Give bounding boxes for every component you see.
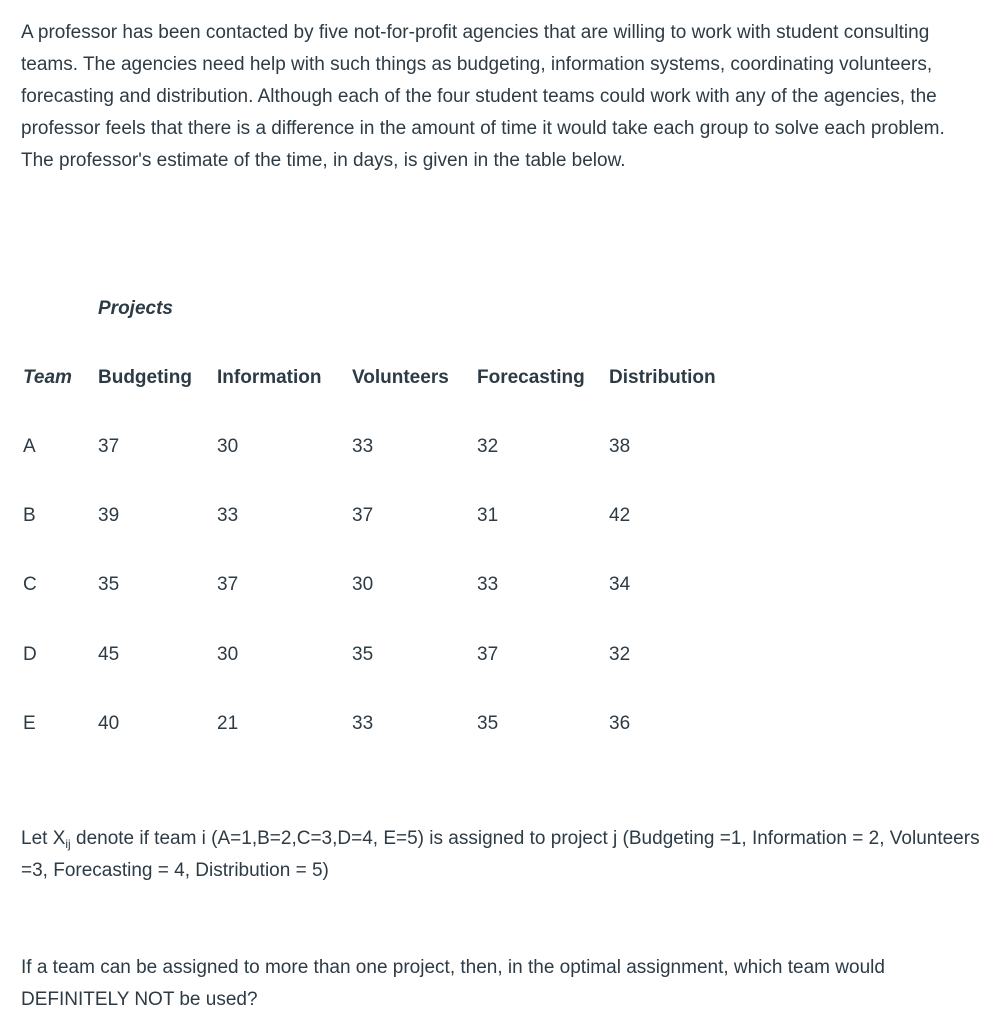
- column-header-volunteers: Volunteers: [352, 367, 449, 388]
- column-header-distribution: Distribution: [609, 367, 716, 388]
- table-cell: 32: [477, 436, 499, 457]
- table-cell: 37: [217, 574, 239, 595]
- team-label-e: E: [23, 713, 36, 734]
- column-header-forecasting: Forecasting: [477, 367, 585, 388]
- team-label-b: B: [23, 505, 36, 526]
- table-cell: 34: [609, 574, 631, 595]
- table-cell: 30: [352, 574, 374, 595]
- team-label-a: A: [23, 436, 36, 457]
- table-cell: 37: [352, 505, 374, 526]
- table-cell: 37: [98, 436, 120, 457]
- intro-paragraph: A professor has been contacted by five not-for-profit agencies that are willing to work with student consulting teams. The agencies need help with such things as budgeting, information systems, coordinating volunteers, forecasting and distribution. Although each of the four student teams could work with any of the agencies, the professor feels that there is a difference in the amount of time it would take each group to solve each problem. The professor's estimate of the time, in days, is given in the table below.: [21, 22, 945, 171]
- table-cell: 33: [352, 436, 374, 457]
- table-cell: 30: [217, 644, 239, 665]
- table-cell: 39: [98, 505, 120, 526]
- table-cell: 35: [477, 713, 499, 734]
- table-cell: 45: [98, 644, 120, 665]
- table-cell: 35: [352, 644, 374, 665]
- column-header-budgeting: Budgeting: [98, 367, 192, 388]
- table-cell: 38: [609, 436, 631, 457]
- table-cell: 31: [477, 505, 499, 526]
- projects-label: Projects: [98, 298, 173, 319]
- variable-definition-paragraph: [21, 823, 986, 887]
- definition-suffix: denote if team i (A=1,B=2,C=3,D=4, E=5) is assigned to project j (Budgeting =1, Information = 2, Volunteers =3, Forecasting = 4, Distribution = 5): [21, 828, 980, 881]
- table-cell: 37: [477, 644, 499, 665]
- table-cell: 21: [217, 713, 239, 734]
- table-cell: 35: [98, 574, 120, 595]
- team-label-d: D: [23, 644, 37, 665]
- team-header: Team: [23, 367, 72, 388]
- table-cell: 42: [609, 505, 631, 526]
- table-cell: 32: [609, 644, 631, 665]
- definition-subscript: ij: [65, 837, 71, 851]
- column-header-information: Information: [217, 367, 322, 388]
- table-cell: 33: [352, 713, 374, 734]
- table-cell: 36: [609, 713, 631, 734]
- question-paragraph: If a team can be assigned to more than one project, then, in the optimal assignment, which team would DEFINITELY NOT be used?: [21, 957, 885, 1010]
- definition-prefix: Let X: [21, 828, 66, 849]
- team-label-c: C: [23, 574, 37, 595]
- table-cell: 33: [477, 574, 499, 595]
- table-cell: 33: [217, 505, 239, 526]
- table-cell: 30: [217, 436, 239, 457]
- table-cell: 40: [98, 713, 120, 734]
